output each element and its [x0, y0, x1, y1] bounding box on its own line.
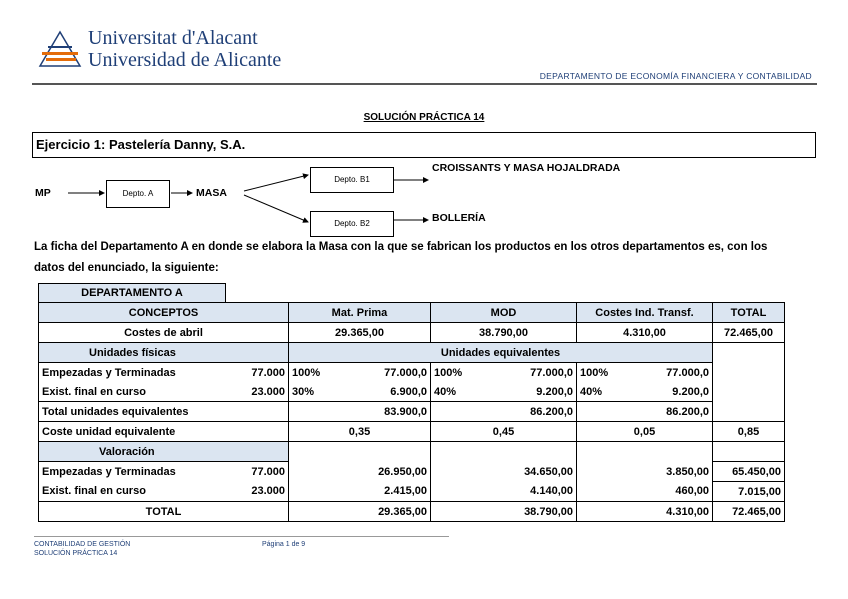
val-existencias-mod: 4.140,00	[431, 482, 577, 502]
intro-line-2: datos del enunciado, la siguiente:	[34, 262, 219, 274]
department-header: DEPARTAMENTO DE ECONOMÍA FINANCIERA Y CONTABILIDAD	[539, 71, 812, 81]
val-empezadas-mat: 26.950,00	[289, 462, 431, 482]
university-name-line2: Universidad de Alicante	[88, 49, 282, 71]
table-row	[39, 502, 785, 522]
footer-divider	[34, 536, 449, 537]
exercise-title: Ejercicio 1: Pastelería Danny, S.A.	[32, 132, 816, 158]
val-existencias-total: 7.015,00	[713, 482, 785, 502]
valoracion-header: Valoración	[39, 442, 289, 462]
empezadas-cit-pct: 100%	[577, 363, 633, 383]
diagram-output-b1: CROISSANTS Y MASA HOJALDRADA	[432, 162, 621, 174]
intro-line-1: La ficha del Departamento A en donde se elabora la Masa con la que se fabrican los productos en los otros departamentos es, con los	[34, 241, 768, 253]
diagram-depto-b1-box: Depto. B1	[310, 167, 394, 193]
table-row	[39, 402, 785, 422]
existencias-mod: 9.200,0	[499, 382, 577, 402]
empezadas-label: Empezadas y Terminadas	[39, 363, 239, 383]
table-header-row	[39, 303, 785, 323]
costes-abril-label: Costes de abril	[39, 323, 289, 343]
diagram-depto-b2-box: Depto. B2	[310, 211, 394, 237]
table-row	[39, 442, 785, 462]
table-row	[39, 482, 785, 502]
header-mat-prima: Mat. Prima	[289, 303, 431, 323]
unidades-equivalentes-header: Unidades equivalentes	[289, 343, 713, 363]
footer-page-number: Página 1 de 9	[262, 541, 306, 548]
existencias-mat-pct: 30%	[289, 382, 351, 402]
val-existencias-label: Exist. final en curso	[39, 482, 239, 502]
header-mod: MOD	[431, 303, 577, 323]
val-empezadas-units: 77.000	[239, 462, 289, 482]
header-total: TOTAL	[713, 303, 785, 323]
total-ue-mod: 86.200,0	[499, 402, 577, 422]
empezadas-mod: 77.000,0	[499, 363, 577, 383]
existencias-cit-pct: 40%	[577, 382, 633, 402]
coste-ue-total: 0,85	[713, 422, 785, 442]
header-conceptos: CONCEPTOS	[39, 303, 289, 323]
val-existencias-cit: 460,00	[577, 482, 713, 502]
header-cit: Costes Ind. Transf.	[577, 303, 713, 323]
coste-ue-label: Coste unidad equivalente	[39, 422, 289, 442]
cost-table	[38, 302, 785, 522]
coste-ue-mod: 0,45	[431, 422, 577, 442]
total-ue-label: Total unidades equivalentes	[39, 402, 289, 422]
diagram-mp-label: MP	[35, 187, 51, 199]
costes-abril-mat: 29.365,00	[289, 323, 431, 343]
val-existencias-mat: 2.415,00	[289, 482, 431, 502]
existencias-cit: 9.200,0	[633, 382, 713, 402]
footer-line-2: SOLUCIÓN PRÁCTICA 14	[34, 550, 118, 557]
val-total-mat: 29.365,00	[289, 502, 431, 522]
university-name-line1: Universitat d'Alacant	[88, 27, 258, 49]
empezadas-units: 77.000	[239, 363, 289, 383]
val-total-label: TOTAL	[39, 502, 289, 522]
costes-abril-cit: 4.310,00	[577, 323, 713, 343]
val-total-total: 72.465,00	[713, 502, 785, 522]
department-a-tab: DEPARTAMENTO A	[38, 283, 226, 302]
table-row	[39, 323, 785, 343]
diagram-depto-a-box: Depto. A	[106, 180, 170, 208]
total-ue-cit: 86.200,0	[633, 402, 713, 422]
empezadas-cit: 77.000,0	[633, 363, 713, 383]
val-total-cit: 4.310,00	[577, 502, 713, 522]
coste-ue-cit: 0,05	[577, 422, 713, 442]
existencias-label: Exist. final en curso	[39, 382, 239, 402]
val-empezadas-cit: 3.850,00	[577, 462, 713, 482]
unidades-fisicas-header: Unidades físicas	[39, 343, 289, 363]
table-row	[39, 343, 785, 363]
page-title: SOLUCIÓN PRÁCTICA 14	[363, 112, 485, 123]
existencias-mat: 6.900,0	[351, 382, 431, 402]
table-row	[39, 462, 785, 482]
footer-course	[34, 540, 130, 558]
table-row	[39, 382, 785, 402]
existencias-units: 23.000	[239, 382, 289, 402]
val-empezadas-label: Empezadas y Terminadas	[39, 462, 239, 482]
empty-total-cell	[713, 343, 785, 402]
diagram-arrows	[0, 0, 848, 260]
total-ue-mat: 83.900,0	[351, 402, 431, 422]
costes-abril-mod: 38.790,00	[431, 323, 577, 343]
table-row	[39, 363, 785, 383]
footer-line-1: CONTABILIDAD DE GESTIÓN	[34, 541, 131, 548]
coste-ue-mat: 0,35	[289, 422, 431, 442]
existencias-mod-pct: 40%	[431, 382, 499, 402]
diagram-output-b2: BOLLERÍA	[432, 212, 486, 224]
val-empezadas-mod: 34.650,00	[431, 462, 577, 482]
val-total-mod: 38.790,00	[431, 502, 577, 522]
val-existencias-units: 23.000	[239, 482, 289, 502]
empezadas-mat-pct: 100%	[289, 363, 351, 383]
empezadas-mod-pct: 100%	[431, 363, 499, 383]
intro-paragraph	[34, 237, 816, 279]
diagram-masa-label: MASA	[196, 187, 227, 199]
val-empezadas-total: 65.450,00	[713, 462, 785, 482]
costes-abril-total: 72.465,00	[713, 323, 785, 343]
table-row	[39, 422, 785, 442]
empezadas-mat: 77.000,0	[351, 363, 431, 383]
